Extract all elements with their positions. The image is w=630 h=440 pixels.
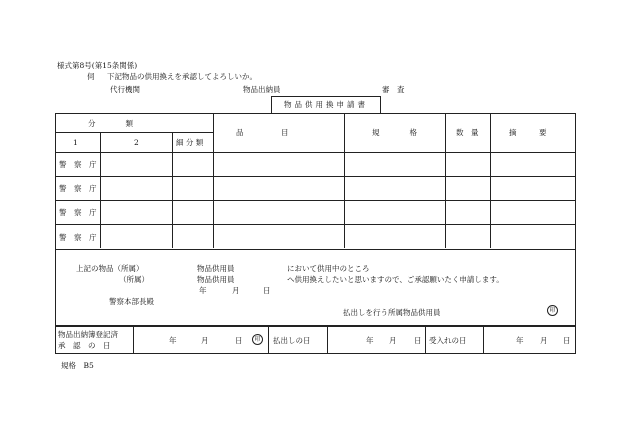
date-day: 日 <box>263 286 271 295</box>
date-month: 月 <box>232 286 240 295</box>
col-line <box>172 133 173 248</box>
approval-day: 日 <box>235 336 243 345</box>
header-divider <box>56 132 213 133</box>
row-classification: 警 察 庁 <box>59 160 97 169</box>
payout-label: 払出しの日 <box>273 336 311 345</box>
payout-year: 年 <box>366 336 374 345</box>
statement-line1-b: 物品供用員 <box>197 264 235 273</box>
statement-line2-c: へ供用換えしたいと思いますので、ご承認願いたく申請します。 <box>287 275 504 284</box>
date-year: 年 <box>199 286 207 295</box>
col-line <box>100 133 101 248</box>
row-line <box>56 176 575 177</box>
receive-label: 受入れの日 <box>429 336 467 345</box>
quantity-header: 数 量 <box>456 128 479 137</box>
items-table <box>55 113 576 250</box>
col-line <box>344 114 345 248</box>
item-name-header: 品 目 <box>236 128 289 137</box>
applicant-label: 払出しを行う所属物品供用員 <box>343 308 441 317</box>
col-line <box>490 114 491 248</box>
statement-line1-c: において供用中のところ <box>287 264 370 273</box>
col-line <box>133 327 134 353</box>
row-classification: 警 察 庁 <box>59 233 97 242</box>
col-line <box>483 327 484 353</box>
applicant-seal-icon: 印 <box>547 305 558 316</box>
form-title-box <box>271 96 381 114</box>
addressee: 警察本部長殿 <box>109 297 154 306</box>
approval-label-line2: 承 認 の 日 <box>58 341 111 350</box>
review-label: 審 査 <box>382 85 405 94</box>
form-number: 様式第8号(第15条関係) <box>57 61 138 70</box>
row-classification: 警 察 庁 <box>59 184 97 193</box>
size-note: 規格 B5 <box>61 361 94 370</box>
sub-col-1: 1 <box>73 138 78 147</box>
approval-seal-icon: 印 <box>252 334 263 345</box>
statement-line2-b: 物品供用員 <box>197 275 235 284</box>
col-line <box>327 327 328 353</box>
row-classification: 警 察 庁 <box>59 208 97 217</box>
remarks-header: 摘 要 <box>509 128 547 137</box>
payout-month: 月 <box>389 336 397 345</box>
col-line <box>268 327 269 353</box>
classification-header: 分 類 <box>88 119 133 128</box>
sub-col-3: 細 分 類 <box>176 138 204 147</box>
col-line <box>425 327 426 353</box>
sub-col-2: 2 <box>134 138 139 147</box>
col-line <box>445 114 446 248</box>
approval-label-line1: 物品出納簿登記済 <box>58 330 118 339</box>
payout-day: 日 <box>414 336 422 345</box>
agency-label: 代行機関 <box>110 85 140 94</box>
header-bottom-line <box>56 152 575 153</box>
statement-line2-a: （所属） <box>119 275 149 284</box>
supply-officer-label: 物品出納員 <box>243 85 281 94</box>
receive-month: 月 <box>540 336 548 345</box>
receive-day: 日 <box>563 336 571 345</box>
form-title: 物品供用換申請書 <box>284 100 368 109</box>
statement-box <box>55 248 576 326</box>
receive-year: 年 <box>516 336 524 345</box>
request-prefix: 伺 <box>87 72 95 81</box>
col-line <box>213 114 214 248</box>
approval-month: 月 <box>201 336 209 345</box>
approval-year: 年 <box>169 336 177 345</box>
row-line <box>56 200 575 201</box>
row-line <box>56 224 575 225</box>
request-text: 下記物品の供用換えを承認してよろしいか。 <box>107 72 257 81</box>
statement-line1-a: 上記の物品（所属） <box>76 264 144 273</box>
specification-header: 規 格 <box>372 128 417 137</box>
